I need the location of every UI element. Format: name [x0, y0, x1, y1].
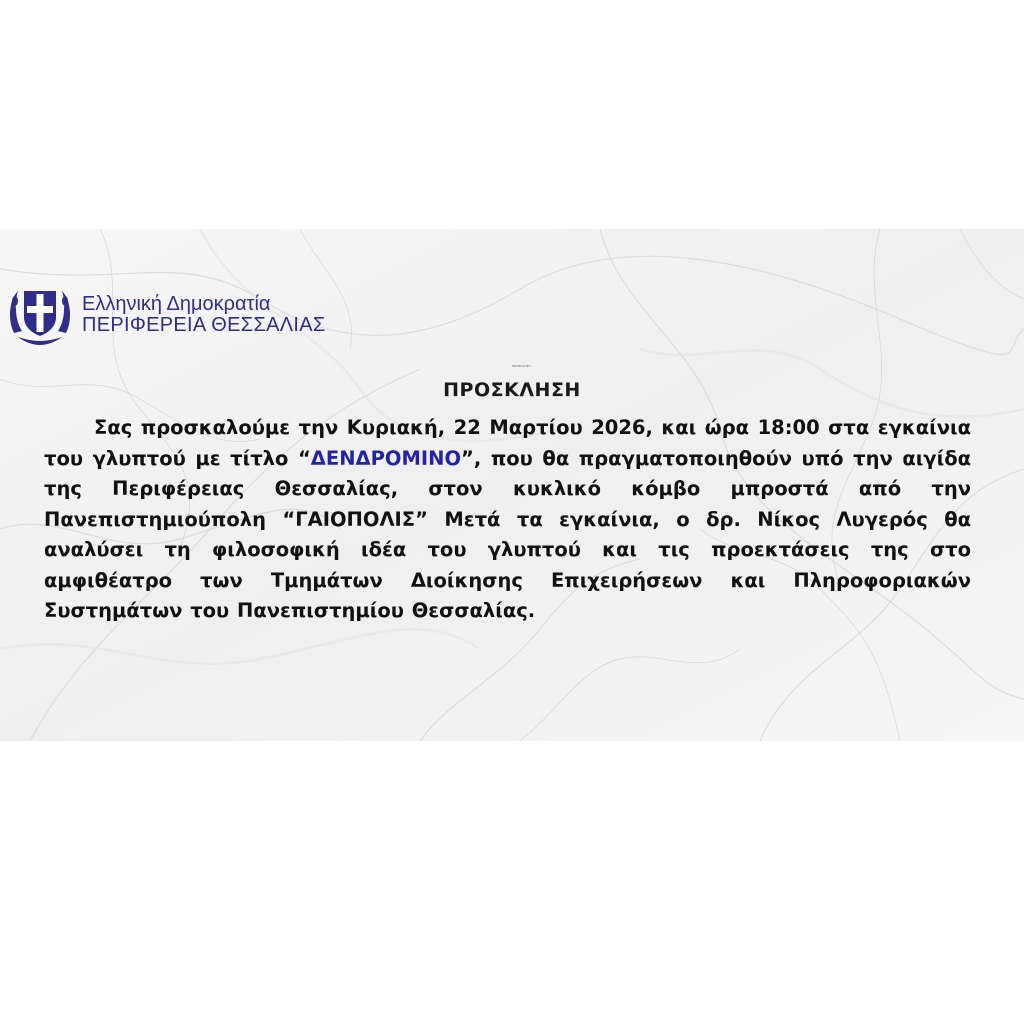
- logo-text: [82, 294, 326, 336]
- invitation-body: [44, 413, 971, 627]
- region-logo: [6, 281, 326, 349]
- invitation-card: [0, 229, 1024, 741]
- logo-line-region: ΠΕΡΙΦΕΡΕΙΑ ΘΕΣΣΑΛΙΑΣ: [82, 314, 326, 336]
- body-text-part1: Σας προσκαλούμε την Κυριακή, 22 Μαρτίου 2026, και ώρα 18:00 στα εγκαίνια του γλυπτού με τίτλο “: [44, 416, 971, 470]
- tiny-heading-mark: ΠΡΟΣΚΛΗΣΗ: [512, 364, 531, 368]
- greek-coat-of-arms-icon: [6, 281, 74, 349]
- invitation-title: ΠΡΟΣΚΛΗΣΗ: [443, 379, 581, 401]
- sculpture-name: ΔΕΝΔΡΟΜΙΝΟ: [310, 446, 462, 470]
- logo-line-republic: Ελληνική Δημοκρατία: [82, 293, 271, 315]
- body-text-part2: ”, που θα πραγματοποιηθούν υπό την αιγίδα της Περιφέρειας Θεσσαλίας, στον κυκλικό κόμβο μπροστά από την Πανεπιστημιούπολη “ΓΑΙΟΠΟΛΙΣ” Μετά τα εγκαίνια, ο δρ. Νίκος Λυγερός θα αναλύσει τη φιλοσοφική ιδέα του γλυπτού και τις προεκτάσεις της στο αμφιθέατρο των Τμημάτων Διοίκησης Επιχειρήσεων και Πληροφοριακών Συστημάτων του Πανεπιστημίου Θεσσαλίας.: [44, 446, 971, 622]
